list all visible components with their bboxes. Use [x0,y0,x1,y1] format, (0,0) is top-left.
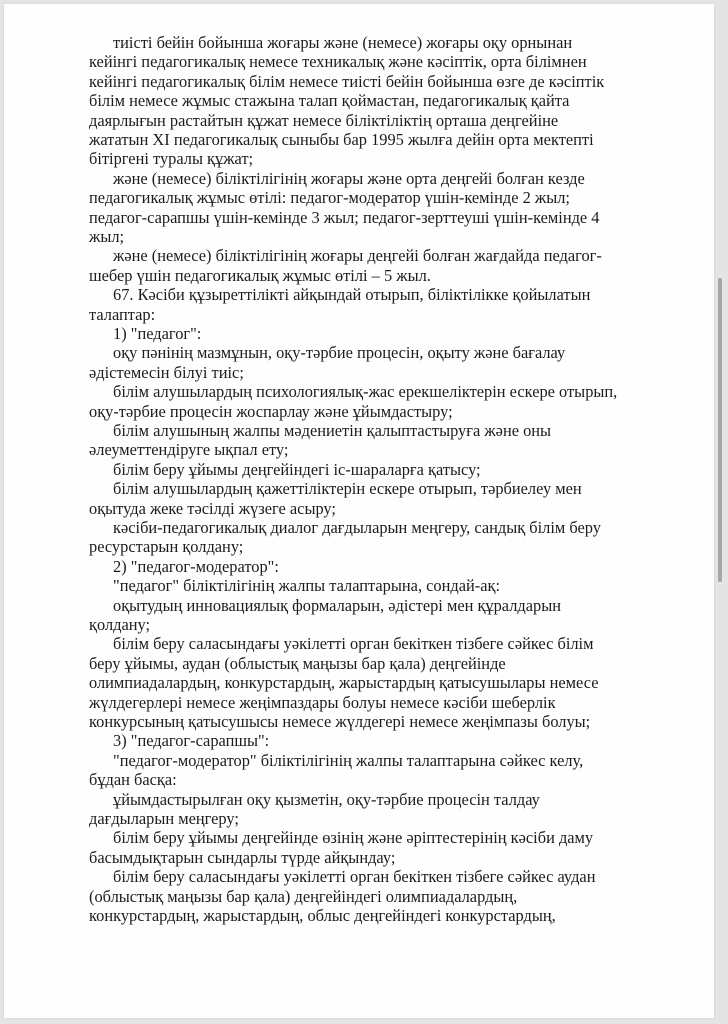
vertical-scrollbar[interactable] [716,4,724,1018]
text-line: талаптар: [89,304,156,324]
text-line: жыл; [89,227,125,246]
text-line: басымдықтарын сындарлы түрде айқындау; [89,847,396,867]
text-line: әлеуметтендіруге ықпал ету; [89,440,289,460]
text-line: кәсіби-педагогикалық диалог дағдыларын меңгеру, сандық білім беру [113,518,601,537]
text-line: шебер үшін педагогикалық жұмыс өтілі – 5 жыл. [89,265,431,285]
text-line: жататын XI педагогикалық сыныбы бар 1995 жылға дейін орта мектепті [89,130,594,149]
text-line: 3) "педагог-сарапшы": [113,731,270,751]
text-line: әдістемесін білуі тиіс; [89,362,244,382]
text-line: білім алушының жалпы мәдениетін қалыптастыруға және оны [113,421,552,440]
text-line: "педагог-модератор" біліктілігінің жалпы талаптарына сәйкес келу, [113,750,584,770]
text-line: қолдану; [89,615,151,634]
text-line: 2) "педагог-модератор": [113,556,279,576]
text-line: тиісті бейін бойынша жоғары және (немесе) жоғары оқу орнынан [113,33,573,52]
text-line: білім беру ұйымы деңгейінде өзінің және әріптестерінің кәсіби даму [113,828,594,848]
text-line: оқытудың инновациялық формаларын, әдістері мен құралдарын [113,595,562,615]
text-line: беру ұйымы, аудан (облыстық маңызы бар қала) деңгейінде [89,653,506,673]
text-line: және (немесе) біліктілігінің жоғары деңгейі болған жағдайда педагог- [113,246,602,266]
text-line: (облыстық маңызы бар қала) деңгейіндегі олимпиадалардың, [89,886,518,906]
text-line: 1) "педагог": [113,324,202,343]
text-line: оқу-тәрбие процесін жоспарлау және ұйымдастыру; [89,401,453,421]
text-line: жүлдегерлері немесе жеңімпаздары болуы немесе кәсіби шеберлік [89,692,556,712]
text-line: және (немесе) біліктілігінің жоғары және орта деңгейі болған кезде [113,168,585,188]
text-line: конкурстардың, жарыстардың, облыс деңгейіндегі конкурстардың, [89,906,556,925]
text-line: оқу пәнінің мазмұнын, оқу-тәрбие процесін, оқыту және бағалау [113,343,566,363]
text-line: оқытуда жеке тәсілді жүзеге асыру; [89,498,336,518]
text-line: білім беру саласындағы уәкілетті орган бекіткен тізбеге сәйкес аудан [113,867,596,887]
text-line: педагог-сарапшы үшін-кемінде 3 жыл; педагог-зерттеуші үшін-кемінде 4 [89,207,600,227]
text-line: кейінгі педагогикалық білім немесе тиісті бейін бойынша өзге де кәсіптік [89,71,605,91]
text-line: білім беру саласындағы уәкілетті орган бекіткен тізбеге сәйкес білім [113,634,594,654]
text-line: білім немесе жұмыс стажына талап қоймастан, педагогикалық қайта [89,91,570,111]
document-page [4,4,714,1018]
text-line: ресурстарын қолдану; [89,537,244,557]
scrollbar-thumb[interactable] [718,278,722,582]
text-line: бітіргені туралы құжат; [89,149,254,169]
text-line: бұдан басқа: [89,770,177,790]
text-line: білім алушылардың қажеттіліктерін ескере отырып, тәрбиелеу мен [113,479,582,499]
text-line: "педагог" біліктілігінің жалпы талаптарына, сондай-ақ: [113,576,501,596]
text-line: білім беру ұйымы деңгейіндегі іс-шараларға қатысу; [113,459,481,479]
text-line: даярлығын растайтын құжат немесе біліктіліктің орташа деңгейіне [89,110,559,130]
text-line: конкурсының қатысушысы немесе жүлдегері немесе жеңімпазы болуы; [89,712,591,731]
text-line: кейінгі педагогикалық немесе техникалық және кәсіптік, орта білімнен [89,52,587,72]
text-line: білім алушылардың психологиялық-жас ерекшеліктерін ескере отырып, [113,382,618,402]
text-line: олимпиадалардың, конкурстардың, жарыстардың қатысушылары немесе [89,673,599,693]
text-line: 67. Кәсіби құзыреттілікті айқындай отырып, біліктілікке қойылатын [113,285,591,305]
text-line: дағдыларын меңгеру; [89,809,239,828]
text-line: педагогикалық жұмыс өтілі: педагог-модератор үшін-кемінде 2 жыл; [89,188,570,208]
text-line: ұйымдастырылған оқу қызметін, оқу-тәрбие процесін талдау [113,789,540,809]
